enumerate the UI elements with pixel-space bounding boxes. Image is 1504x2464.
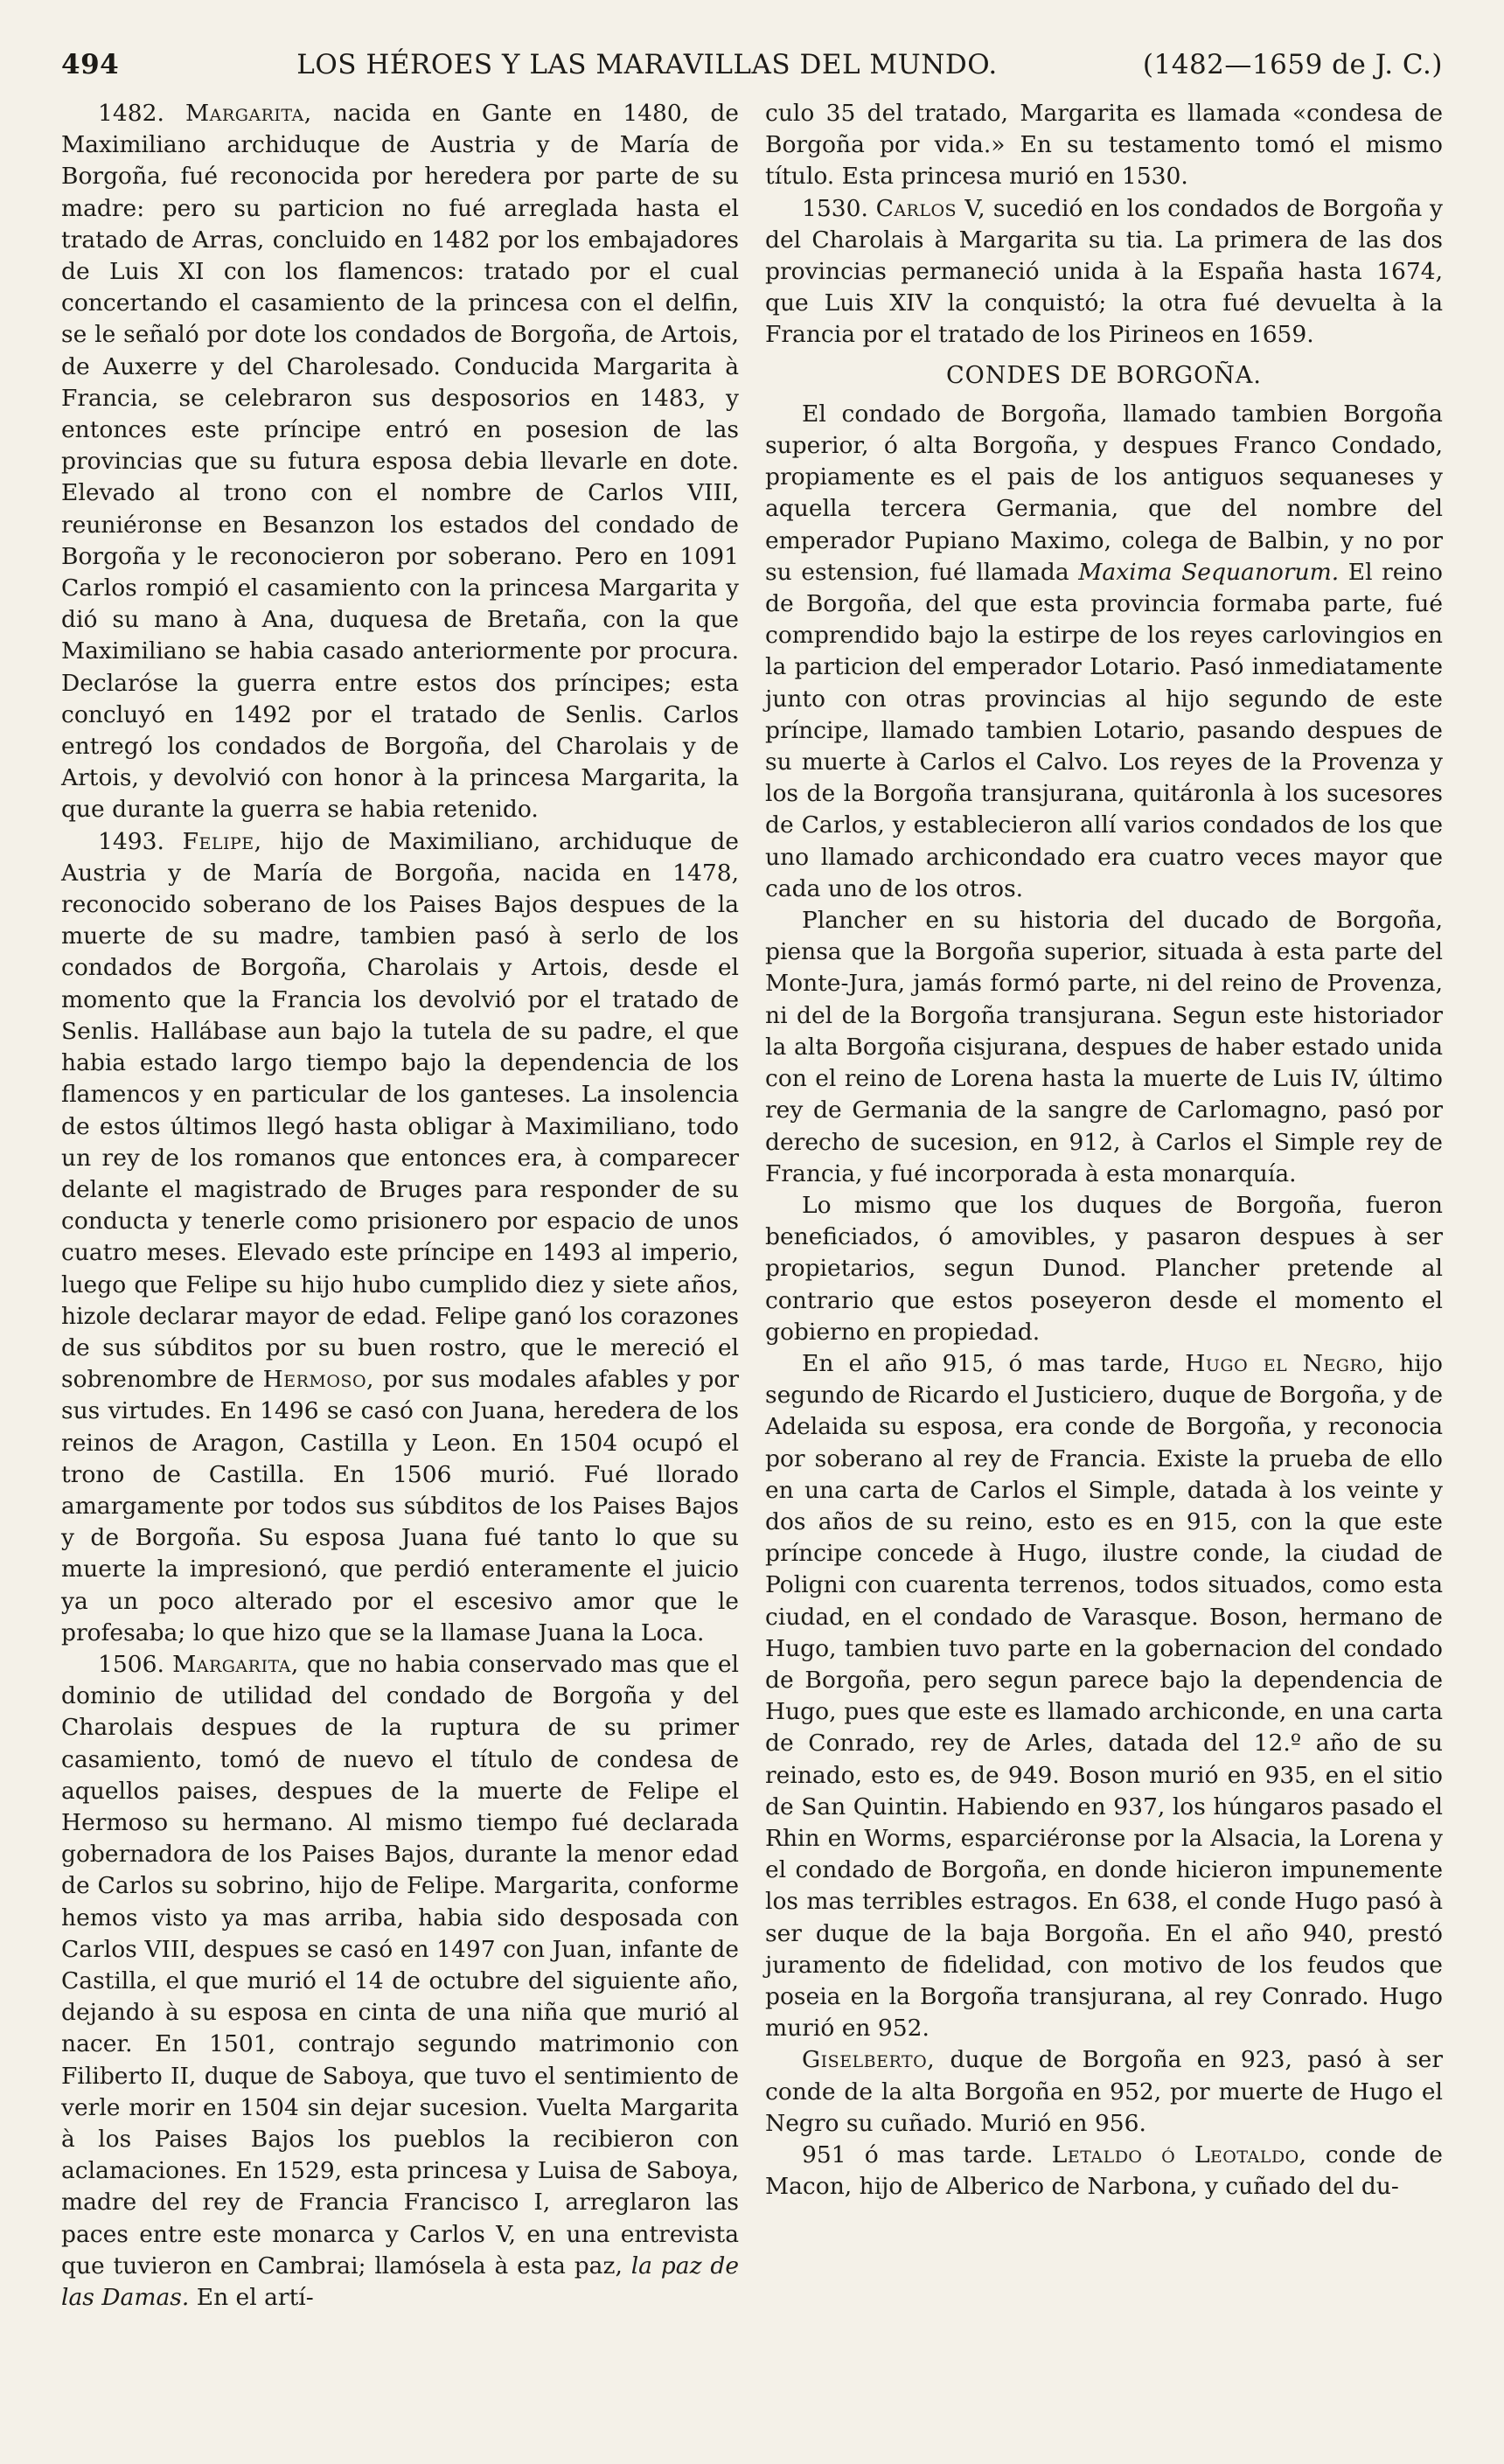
entry-year: 1506. [98, 1650, 164, 1678]
paragraph-1493 [61, 826, 739, 1649]
entry-text: duque de Borgoña en 923, pasó à ser conde de la alta Borgoña en 952, por muerte de Hugo el Negro su cuñado. Murió en 956. [765, 2046, 1443, 2137]
page [61, 49, 1443, 2419]
text-columns [61, 98, 1443, 2314]
paragraph-continuation: culo 35 del tratado, Margarita es llamada «condesa de Borgoña por vida.» En su testamento tomó el mismo título. Esta princesa murió en 1530. [765, 100, 1443, 191]
entry-text-continued: En el artí- [189, 2284, 314, 2312]
paragraph-condado [765, 399, 1443, 905]
entry-name: Felipe, [182, 827, 262, 855]
running-title: LOS HÉROES Y LAS MARAVILLAS DEL MUNDO. [296, 49, 998, 80]
entry-text-continued: conde de Macon, hijo de Alberico de Narbona, y cuñado del du- [765, 2141, 1443, 2201]
entry-name: Letaldo ó Leotaldo, [1051, 2141, 1307, 2168]
entry-name: Margarita, [172, 1650, 299, 1678]
entry-text-continued: El reino de Borgoña, del que esta provincia formaba parte, fué comprendido bajo la estirpe de los reyes carlovingios en la particion del emperador Lotario. Pasó inmediatamente junto con otras provincias al hijo segundo de este príncipe, llamado tambien Lotario, pasando despues de su muerte à Carlos el Calvo. Los reyes de la Provenza y los de la Borgoña transjurana, quitáronla à los sucesores de Carlos, y establecieron allí varios condados de los que uno llamado archicondado era cuatro veces mayor que cada uno de los otros. [765, 558, 1443, 902]
paragraph-duques: Lo mismo que los duques de Borgoña, fueron beneficiados, ó amovibles, y pasaron despues à ser propietarios, segun Dunod. Plancher pretende al contrario que estos poseyeron desde el momento el gobierno en propiedad. [765, 1191, 1443, 1346]
right-column [765, 98, 1443, 2314]
entry-name: Margarita, [185, 100, 312, 127]
entry-name: Hugo el Negro, [1185, 1349, 1385, 1377]
paragraph-1506 [61, 1649, 739, 2314]
paragraph-plancher: Plancher en su historia del ducado de Borgoña, piensa que la Borgoña superior, situada à esta parte del Monte-Jura, jamás formó parte, ni del reino de Provenza, ni del de la Borgoña transjurana. Segun este historiador la alta Borgoña cisjurana, despues de haber estado unida con el reino de Lorena hasta la muerte de Luis IV, último rey de Germania de la sangre de Carlomagno, pasó por derecho de sucesion, en 912, à Carlos el Simple rey de Francia, y fué incorporada à esta monarquía. [765, 907, 1443, 1187]
entry-text: 951 ó mas tarde. [802, 2141, 1052, 2168]
running-header [61, 49, 1443, 89]
entry-italic: Maxima Sequanorum. [1078, 558, 1340, 586]
page-number: 494 [61, 49, 120, 80]
paragraph-951 [765, 2140, 1443, 2203]
entry-text: nacida en Gante en 1480, de Maximiliano archiduque de Austria y de María de Borgoña, fué reconocida por heredera por parte de su madre: pero su particion no fué arreglada hasta el tratado de Arras, concluido en 1482 por los embajadores de Luis XI con los flamencos: tratado por el cual concertando el casamiento de la princesa con el delfin, se le señaló por dote los condados de Borgoña, de Artois, de Auxerre y del Charolesado. Conducida Margarita à Francia, se celebraron sus desposorios en 1483, y entonces este príncipe entró en posesion de las provincias que su futura esposa debia llevarle en dote. Elevado al trono con el nombre de Carlos VIII, reuniéronse en Besanzon los estados del condado de Borgoña y le reconocieron por soberano. Pero en 1091 Carlos rompió el casamiento con la princesa Margarita y dió su mano à Ana, duquesa de Bretaña, con la que Maximiliano se habia casado anteriormente por procura. Declaróse la guerra entre estos dos príncipes; esta concluyó en 1492 por el tratado de Senlis. Carlos entregó los condados de Borgoña, del Charolais y de Artois, y devolvió con honor à la princesa Margarita, la que durante la guerra se habia retenido. [61, 100, 739, 824]
entry-text: sucedió en los condados de Borgoña y del Charolais à Margarita su tia. La primera de las dos provincias permaneció unida à la España hasta 1674, que Luis XIV la conquistó; la otra fué devuelta à la Francia por el tratado de los Pirineos en 1659. [765, 194, 1443, 349]
entry-text: El condado de Borgoña, llamado tambien Borgoña superior, ó alta Borgoña, y despues Franco Condado, propiamente es el pais de los antiguos sequaneses y aquella tercera Germania, que del nombre del emperador Pupiano Maximo, colega de Balbin, y no por su estension, fué llamada [765, 400, 1443, 586]
section-title: CONDES DE BORGOÑA. [945, 361, 1262, 389]
paragraph-1530 [765, 193, 1443, 352]
paragraph-915 [765, 1348, 1443, 2044]
entry-text-continued: por sus modales afables y por sus virtudes. En 1496 se casó con Juana, heredera de los reinos de Aragon, Castilla y Leon. En 1504 ocupó el trono de Castilla. En 1506 murió. Fué llorado amargamente por todos sus súbditos de los Paises Bajos y de Borgoña. Su esposa Juana fué tanto lo que su muerte la impresionó, que perdió enteramente el juicio ya un poco alterado por el escesivo amor que le profesaba; lo que hizo que se la llamase Juana la Loca. [61, 1366, 740, 1646]
paragraph-1482 [61, 98, 739, 826]
entry-epithet: Hermoso, [262, 1366, 374, 1394]
left-column [61, 98, 739, 2314]
entry-text-continued: hijo segundo de Ricardo el Justiciero, duque de Borgoña, y de Adelaida su esposa, era conde de Borgoña, y reconocia por soberano al rey de Francia. Existe la prueba de ello en una carta de Carlos el Simple, datada à los veinte y dos años de su reino, esto es en 915, con la que este príncipe concede à Hugo, ilustre conde, la ciudad de Poligni con cuarenta terrenos, todos situados, como esta ciudad, en el condado de Varasque. Boson, hermano de Hugo, tambien tuvo parte en la gobernacion del condado de Borgoña, pero segun parece bajo la dependencia de Hugo, pues que este es llamado archiconde, en una carta de Conrado, rey de Arles, datada del 12.º año de su reinado, esto es, de 949. Boson murió en 935, en el sitio de San Quintin. Habiendo en 937, los húngaros pasado el Rhin en Worms, esparciéronse por la Alsacia, la Lorena y el condado de Borgoña, en donde hicieron impunemente los mas terribles estragos. En 638, el conde Hugo pasó à ser duque de la baja Borgoña. En el año 940, prestó juramento de fidelidad, con motivo de los feudos que poseia en la Borgoña transjurana, al rey Conrado. Hugo murió en 952. [765, 1349, 1443, 2043]
entry-text: hijo de Maximiliano, archiduque de Austria y de María de Borgoña, nacida en 1478, reconocido soberano de los Paises Bajos despues de la muerte de su madre, tambien pasó à serlo de los condados de Borgoña, Charolais y Artois, desde el momento que la Francia los devolvió por el tratado de Senlis. Hallábase aun bajo la tutela de su padre, el que habia estado largo tiempo bajo la dependencia de los flamencos y en particular de los ganteses. La insolencia de estos últimos llegó hasta obligar à Maximiliano, todo un rey de los romanos que entonces era, à comparecer delante el magistrado de Bruges para responder de su conducta y tenerle como prisionero por espacio de unos cuatro meses. Elevado este príncipe en 1493 al imperio, luego que Felipe su hijo hubo cumplido diez y siete años, hizole declarar mayor de edad. Felipe ganó los corazones de sus súbditos por su buen rostro, que le mereció el sobrenombre de [61, 827, 739, 1394]
entry-name: Giselberto, [802, 2046, 936, 2074]
entry-year: 1482. [98, 100, 164, 127]
entry-italic: la paz de las Damas. [61, 2252, 739, 2312]
date-range: (1482—1659 de J. C.) [1142, 49, 1443, 80]
entry-name: Carlos V, [875, 194, 986, 222]
entry-year: 1530. [802, 194, 868, 222]
entry-text: que no habia conservado mas que el dominio de utilidad del condado de Borgoña y del Charolais despues de la ruptura de su primer casamiento, tomó de nuevo el título de condesa de aquellos paises, despues de la muerte de Felipe el Hermoso su hermano. Al mismo tiempo fué declarada gobernadora de los Paises Bajos, durante la menor edad de Carlos su sobrino, hijo de Felipe. Margarita, conforme hemos visto ya mas arriba, habia sido desposada con Carlos VIII, despues se casó en 1497 con Juan, infante de Castilla, el que murió el 14 de octubre del siguiente año, dejando à su esposa en cinta de una niña que murió al nacer. En 1501, contrajo segundo matrimonio con Filiberto II, duque de Saboya, que tuvo el sentimiento de verle morir en 1504 sin dejar sucesion. Vuelta Margarita à los Paises Bajos los pueblos la recibieron con aclamaciones. En 1529, esta princesa y Luisa de Saboya, madre del rey de Francia Francisco I, arreglaron las paces entre este monarca y Carlos V, en una entrevista que tuvieron en Cambrai; llamósela à esta paz, [61, 1650, 739, 2280]
paragraph-giselberto [765, 2044, 1443, 2140]
entry-year: 1493. [98, 827, 164, 855]
entry-text: En el año 915, ó mas tarde, [802, 1349, 1186, 1377]
